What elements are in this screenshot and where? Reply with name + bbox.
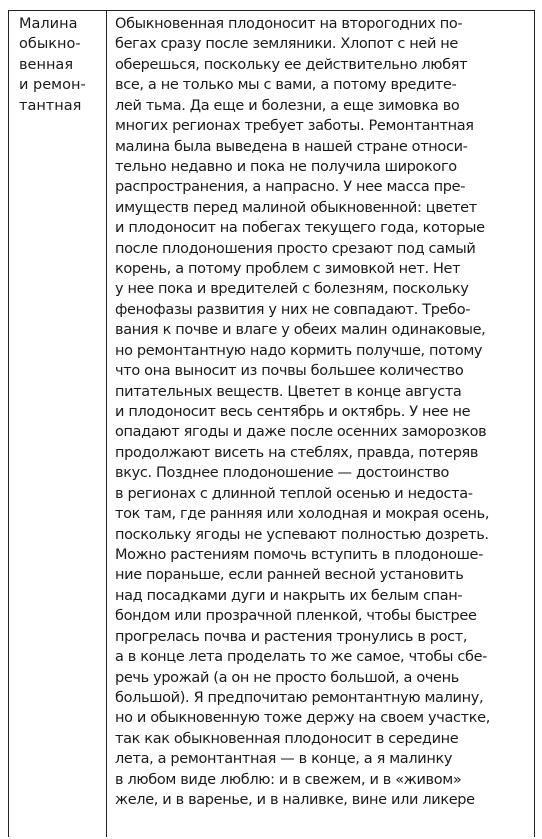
term-line: тантная bbox=[19, 97, 82, 114]
text-line: и плодоносит весь сентябрь и октябрь. У нее не bbox=[115, 404, 471, 421]
text-line: опадают ягоды и даже после осенних заморозков bbox=[115, 424, 487, 441]
text-line: распространения, а напрасно. У нее масса пре- bbox=[115, 179, 466, 196]
text-line: речь урожай (а он не просто большой, а очень bbox=[115, 669, 459, 686]
text-line: в любом виде люблю: и в свежем, и в «живом» bbox=[115, 771, 462, 788]
text-line: ние пораньше, если ранней весной установить bbox=[115, 567, 464, 584]
text-line: оберешься, поскольку ее действительно любят bbox=[115, 56, 468, 73]
term-line: обыкно- bbox=[19, 36, 81, 53]
text-line: так как обыкновенная плодоносит в середине bbox=[115, 730, 459, 747]
text-line: что она выносит из почвы большее количество bbox=[115, 363, 464, 380]
text-line: и плодоносит на побегах текущего года, которые bbox=[115, 220, 485, 237]
text-line: в регионах с длинной теплой осенью и недоста- bbox=[115, 485, 473, 502]
text-line: а в конце лета проделать то же самое, чтобы сбе- bbox=[115, 649, 488, 666]
term-cell bbox=[9, 11, 107, 837]
text-line: но и обыкновенную тоже держу на своем участке, bbox=[115, 710, 490, 727]
text-line: после плодоношения просто срезают под самый bbox=[115, 240, 476, 257]
text-line: вания к почве и влаге у обеих малин одинаковые, bbox=[115, 322, 486, 339]
text-line: тельно недавно и пока не получила широкого bbox=[115, 158, 457, 175]
text-line: большой). Я предпочитаю ремонтантную малину, bbox=[115, 689, 484, 706]
term-line: и ремон- bbox=[19, 77, 86, 94]
text-line: прогрелась почва и растения тронулись в рост, bbox=[115, 628, 468, 645]
text-line: фенофазы развития у них не совпадают. Требо- bbox=[115, 301, 471, 318]
term-line: Малина bbox=[19, 16, 78, 32]
text-line: многих регионах требует заботы. Ремонтантная bbox=[115, 118, 474, 135]
term-line: венная bbox=[19, 56, 74, 73]
text-line: вкус. Позднее плодоношение — достоинство bbox=[115, 465, 450, 482]
text-line: питательных веществ. Цветет в конце августа bbox=[115, 383, 462, 400]
text-line: ток там, где ранняя или холодная и мокрая осень, bbox=[115, 506, 490, 523]
text-line: Обыкновенная плодоносит на второгодних по- bbox=[115, 16, 463, 32]
text-line: продолжают висеть на стеблях, правда, потеряв bbox=[115, 444, 479, 461]
text-line: корень, а потому проблем с зимовкой нет. Нет bbox=[115, 261, 461, 278]
text-line: но ремонтантную надо кормить получше, потому bbox=[115, 342, 483, 359]
text-line: над посадками дуги и накрыть их белым спан- bbox=[115, 587, 463, 604]
text-line: малина была выведена в нашей стране относи- bbox=[115, 138, 468, 155]
text-line: Можно растениям помочь вступить в плодоноше- bbox=[115, 546, 483, 563]
content-table bbox=[8, 10, 535, 837]
text-line: все, а не только мы с вами, а потому вредите- bbox=[115, 77, 457, 94]
text-line: бегах сразу после земляники. Хлопот с ней не bbox=[115, 36, 459, 53]
text-line: лета, а ремонтантная — в конце, а я малинку bbox=[115, 751, 453, 768]
text-line: у нее пока и вредителей с болезням, поскольку bbox=[115, 281, 469, 298]
text-line: поскольку ягоды не успевают полностью дозреть. bbox=[115, 526, 489, 543]
text-line: желе, и в варенье, и в наливке, вине или ликере bbox=[115, 792, 475, 809]
description-cell bbox=[107, 11, 534, 837]
text-line: бондом или прозрачной пленкой, чтобы быстрее bbox=[115, 608, 477, 625]
text-line: имуществ перед малиной обыкновенной: цветет bbox=[115, 199, 477, 216]
text-line: лей тьма. Да еще и болезни, а еще зимовка во bbox=[115, 97, 460, 114]
